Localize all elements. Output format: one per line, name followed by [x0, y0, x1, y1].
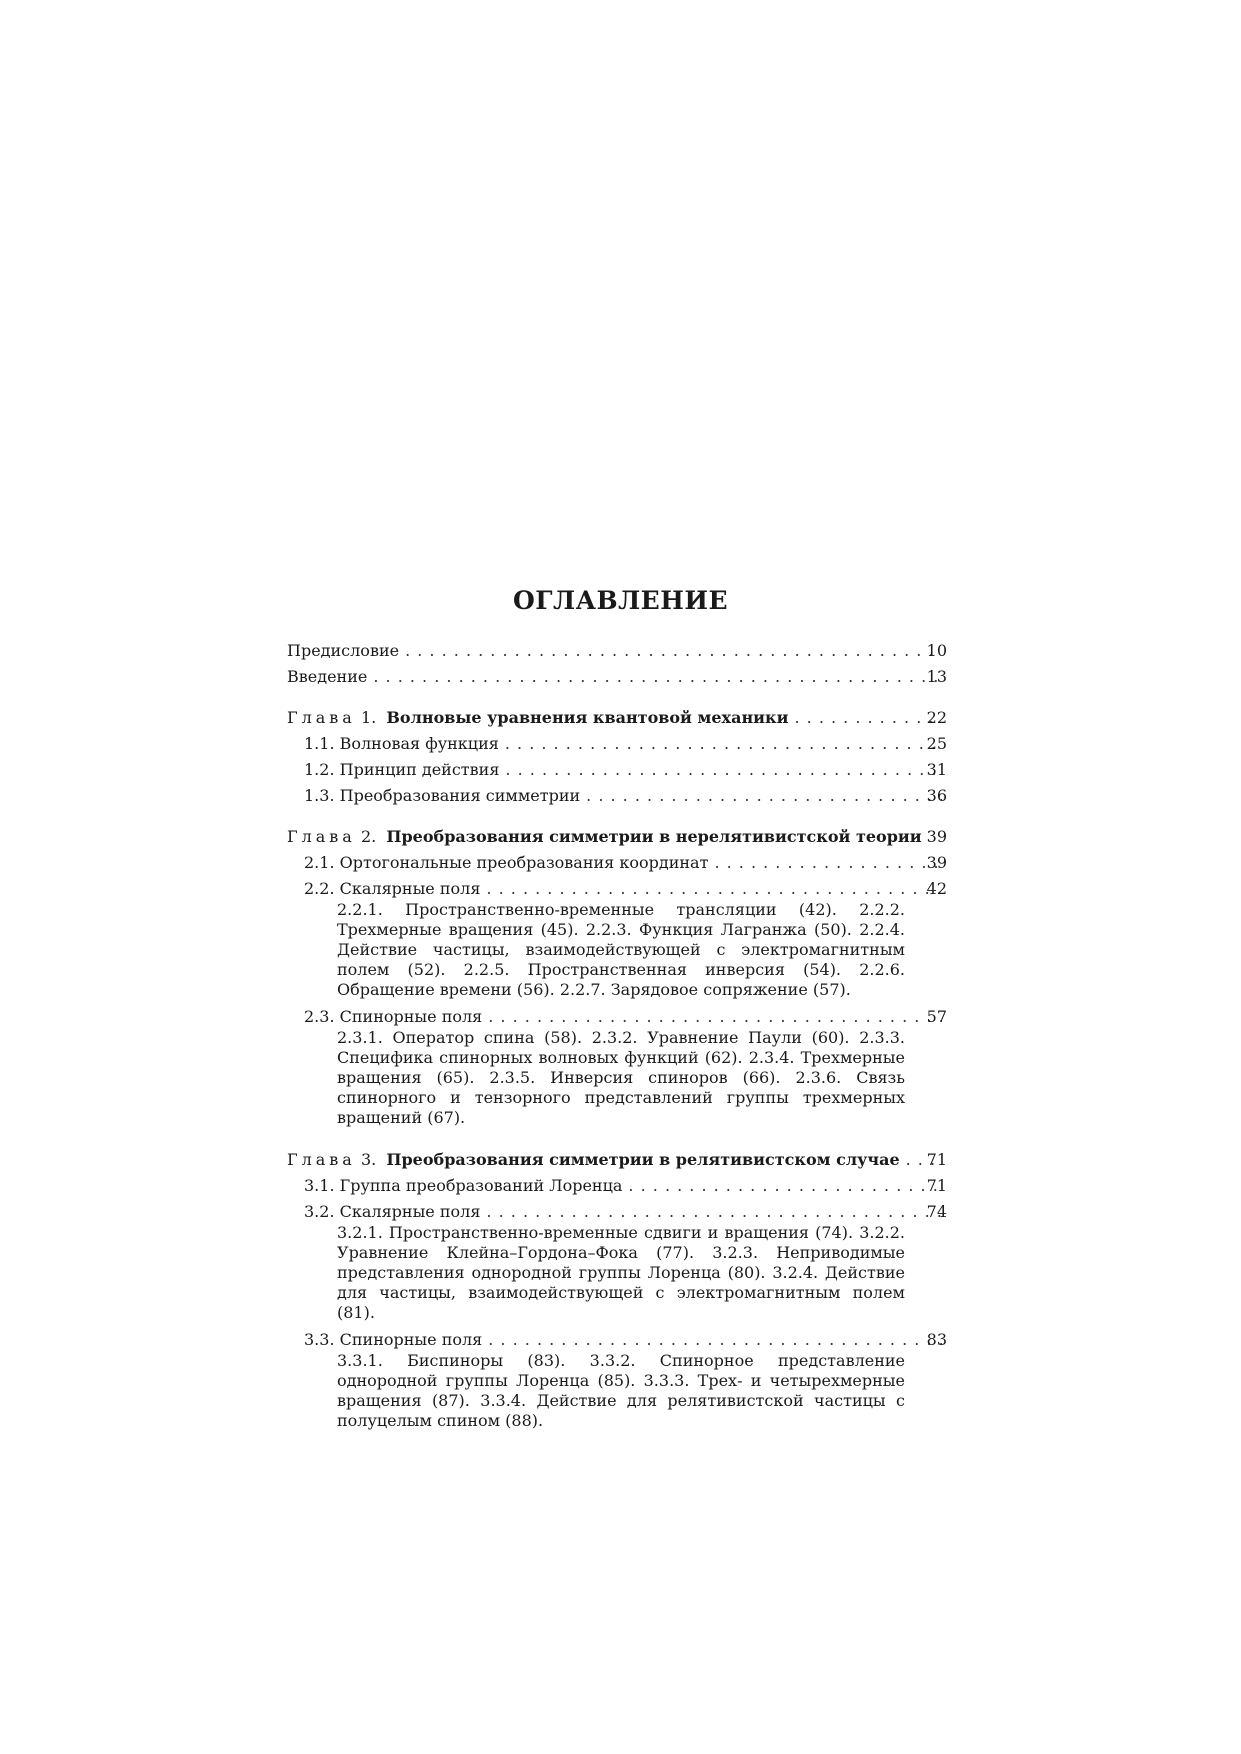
- toc-page-number: 25: [926, 734, 947, 753]
- section-label: 3.3. Спинорные поля: [304, 1330, 483, 1349]
- subsection-list: 2.3.1. Оператор спина (58). 2.3.2. Уравнение Паули (60). 2.3.3. Специфика спинорных волновых функций (62). 2.3.4. Трехмерные вращения (65). 2.3.5. Инверсия спиноров (66). 2.3.6. Связь спинорного и тензорного представлений группы трехмерных вращений (67).: [337, 1028, 905, 1127]
- toc-page-number: 71: [926, 1150, 947, 1169]
- chapter-heading: Глава 2. Преобразования симметрии в нерелятивистской теории: [287, 827, 922, 846]
- toc-page-number: 83: [926, 1330, 947, 1349]
- section-label: 1.3. Преобразования симметрии: [304, 786, 581, 805]
- toc-title: ОГЛАВЛЕНИЕ: [512, 586, 729, 615]
- toc-section-3-2[interactable]: [287, 1199, 948, 1225]
- dot-leader: [488, 1327, 942, 1353]
- toc-entry-label: Предисловие: [287, 641, 400, 660]
- toc-chapter-2[interactable]: [287, 824, 948, 850]
- toc-page-number: 39: [926, 827, 947, 846]
- toc-section-3-3[interactable]: [287, 1327, 948, 1353]
- toc-entry-label: Введение: [287, 667, 368, 686]
- dot-leader: [405, 638, 942, 664]
- dot-leader: [373, 664, 942, 690]
- section-label: 1.2. Принцип действия: [304, 760, 500, 779]
- toc-page-number: 13: [926, 667, 947, 686]
- dot-leader: [505, 731, 942, 757]
- subsection-list: 3.2.1. Пространственно-временные сдвиги и вращения (74). 3.2.2. Уравнение Клейна–Гордона–Фока (77). 3.2.3. Неприводимые представления однородной группы Лоренца (80). 3.2.4. Действие для частицы, взаимодействующей с электромагнитным полем (81).: [337, 1223, 905, 1322]
- section-label: 2.2. Скалярные поля: [304, 879, 481, 898]
- section-label: 2.3. Спинорные поля: [304, 1007, 483, 1026]
- toc-section-2-1[interactable]: [287, 850, 948, 876]
- toc-chapter-3[interactable]: [287, 1147, 948, 1173]
- toc-section-1-1[interactable]: [287, 731, 948, 757]
- toc-section-1-3[interactable]: [287, 783, 948, 809]
- dot-leader: [486, 876, 942, 902]
- dot-leader: [486, 1199, 942, 1225]
- toc-page-number: 71: [926, 1176, 947, 1195]
- subsection-list: 2.2.1. Пространственно-временные трансляции (42). 2.2.2. Трехмерные вращения (45). 2.2.3. Функция Лагранжа (50). 2.2.4. Действие частицы, взаимодействующей с электромагнитным полем (52). 2.2.5. Пространственная инверсия (54). 2.2.6. Обращение времени (56). 2.2.7. Зарядовое сопряжение (57).: [337, 900, 905, 999]
- chapter-heading: Глава 1. Волновые уравнения квантовой механики: [287, 708, 789, 727]
- toc-page-number: 74: [926, 1202, 947, 1221]
- toc-page-number: 57: [926, 1007, 947, 1026]
- toc-page-number: 39: [926, 853, 947, 872]
- dot-leader: [505, 757, 942, 783]
- toc-page-number: 10: [926, 641, 947, 660]
- toc-section-2-3[interactable]: [287, 1004, 948, 1030]
- section-label: 1.1. Волновая функция: [304, 734, 499, 753]
- dot-leader: [586, 783, 942, 809]
- dot-leader: [628, 1173, 942, 1199]
- section-label: 3.1. Группа преобразований Лоренца: [304, 1176, 623, 1195]
- toc-entry-preface[interactable]: [287, 638, 948, 664]
- section-label: 3.2. Скалярные поля: [304, 1202, 481, 1221]
- toc-section-3-1[interactable]: [287, 1173, 948, 1199]
- section-label: 2.1. Ортогональные преобразования координат: [304, 853, 709, 872]
- dot-leader: [488, 1004, 942, 1030]
- subsection-list: 3.3.1. Биспиноры (83). 3.3.2. Спинорное представление однородной группы Лоренца (85). 3.3.3. Трех- и четырехмерные вращения (87). 3.3.4. Действие для релятивистской частицы с полуцелым спином (88).: [337, 1351, 905, 1430]
- chapter-heading: Глава 3. Преобразования симметрии в релятивистском случае: [287, 1150, 900, 1169]
- toc-page-number: 31: [926, 760, 947, 779]
- toc-page-number: 22: [926, 708, 947, 727]
- toc-entry-introduction[interactable]: [287, 664, 948, 690]
- toc-chapter-1[interactable]: [287, 705, 948, 731]
- table-of-contents: [287, 638, 948, 1435]
- toc-page-number: 36: [926, 786, 947, 805]
- toc-section-2-2[interactable]: [287, 876, 948, 902]
- toc-page-number: 42: [926, 879, 947, 898]
- toc-section-1-2[interactable]: [287, 757, 948, 783]
